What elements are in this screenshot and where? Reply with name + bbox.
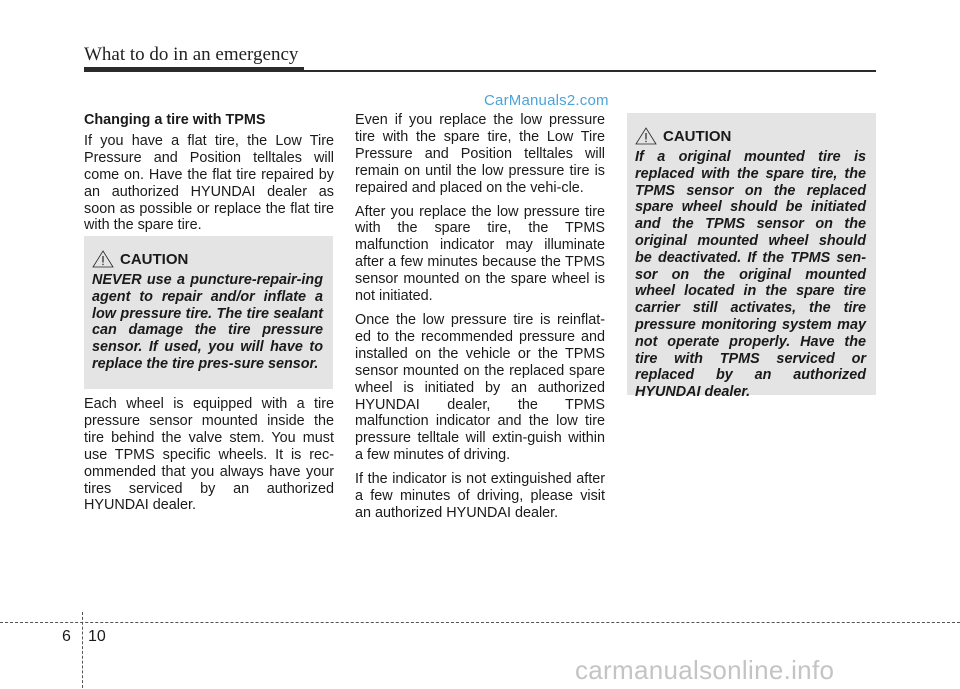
warning-triangle-icon [92,250,114,268]
left-paragraph-1: If you have a flat tire, the Low Tire Pressure and Position telltales will come on. Have the flat tire repaired by an authorized HYUNDAI dealer as soon as possible or replace the flat tire with the spare tire. [84,132,334,234]
footer-divider [82,612,83,688]
caution-box-right [627,113,876,401]
section-heading: Changing a tire with TPMS [84,112,266,128]
watermark-link-top[interactable]: CarManuals2.com [484,92,609,109]
footer-rule [0,622,960,623]
page-header-title: What to do in an emergency [84,44,299,65]
header-rule [84,70,876,72]
left-column [84,112,334,241]
left-column-lower [84,396,334,521]
middle-column [355,112,605,529]
caution-title-left [92,250,323,268]
chapter-number: 6 [62,628,71,645]
middle-paragraph-4: If the indicator is not extinguished after a few minutes of driving, please visit an authorized HYUNDAI dealer. [355,471,605,521]
page-number: 10 [88,628,106,645]
caution-box-left [84,236,333,389]
caution-text-right: If a original mounted tire is replaced with the spare tire, the TPMS sensor on the replaced spare wheel should be initiated and the TPMS sensor on the original mounted wheel should be deactivated. If the TPMS sen-sor on the original mounted wheel located in the spare tire carrier still activates, the tire pressure monitoring system may not operate properly. Have the tire with TPMS serviced or replaced by an authorized HYUNDAI dealer. [635,149,866,401]
middle-paragraph-3: Once the low pressure tire is reinflat-ed to the recommended pressure and installed on the vehicle or the TPMS sensor mounted on the replaced spare wheel is initiated by an authorized HYUNDAI dealer, the TPMS malfunction indicator and the low tire pressure telltale will extin-guish within a few minutes of driving. [355,311,605,464]
left-paragraph-2: Each wheel is equipped with a tire pressure sensor mounted inside the tire behind the valve stem. You must use TPMS specific wheels. It is rec-ommended that you always have your tires serviced by an authorized HYUNDAI dealer. [84,396,334,514]
watermark-link-bottom[interactable]: carmanualsonline.info [575,655,835,685]
caution-label-left: CAUTION [120,250,189,268]
warning-triangle-icon [635,127,657,145]
caution-label-right: CAUTION [663,127,732,145]
caution-title-right [635,127,866,145]
caution-text-left: NEVER use a puncture-repair-ing agent to repair and/or inflate a low pressure tire. The tire sealant can damage the tire pressure sensor. If used, you will have to replace the tire pres-sure sensor. [92,272,323,372]
middle-paragraph-2: After you replace the low pressure tire with the spare tire, the TPMS malfunction indicator may illuminate after a few minutes because the TPMS sensor mounted on the spare wheel is not initiated. [355,203,605,305]
middle-paragraph-1: Even if you replace the low pressure tire with the spare tire, the Low Tire Pressure and Position telltales will remain on until the low pressure tire is repaired and placed on the vehi-cle. [355,112,605,196]
